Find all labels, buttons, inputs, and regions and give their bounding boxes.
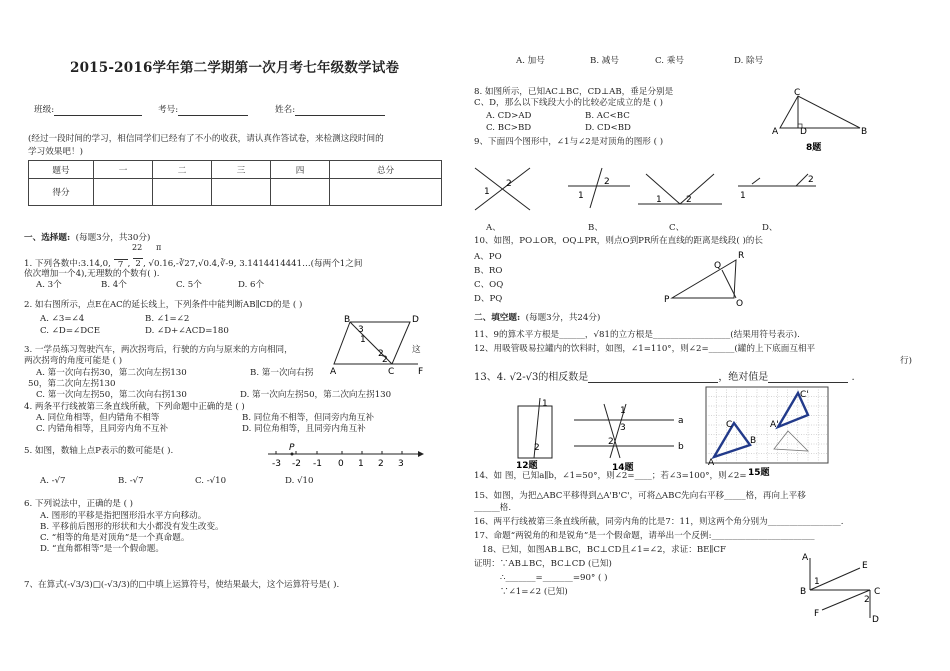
score-header: 题号 xyxy=(29,161,94,179)
q12-text-cont: 行) xyxy=(900,356,912,366)
q13-text: 13、4. √2-√3的相反数是 ，绝对值是 . xyxy=(474,372,855,383)
q15-text: 15、如图，为把△ABC平移得到△A'B'C'，可将△ABC先向右平移_____格，再向上平移 xyxy=(474,491,806,501)
q8-option-b[interactable]: B. AC<BC xyxy=(585,111,630,121)
q7-option-c[interactable]: C. 乘号 xyxy=(655,56,684,66)
q1-option-c[interactable]: C. 5个 xyxy=(176,280,202,290)
q10-figure xyxy=(662,252,762,312)
fig15-point-a: A xyxy=(708,458,715,468)
q5-option-d[interactable]: D. √10 xyxy=(285,476,314,486)
q10-option-a[interactable]: A、PO xyxy=(474,252,502,262)
name-label: 姓名: xyxy=(275,104,385,116)
q5-tick-label: -2 xyxy=(292,459,301,469)
q4-option-b[interactable]: B. 同位角不相等，但同旁内角互补 xyxy=(242,413,375,423)
q18-proof-1: 证明：∵AB⊥BC，BC⊥CD (已知) xyxy=(474,559,612,569)
q9-a-1: 1 xyxy=(484,187,490,197)
q8-point-a: A xyxy=(772,127,779,137)
q5-option-a[interactable]: A. -√7 xyxy=(40,476,66,486)
q10-option-b[interactable]: B、RO xyxy=(474,266,503,276)
q8-option-d[interactable]: D. CD<BD xyxy=(585,123,631,133)
q6-stem: 6. 下列说法中，正确的是 ( ) xyxy=(24,499,134,509)
page-title: 2015-2016学年第二学期第一次月考七年级数学试卷 xyxy=(70,60,400,76)
q5-tick-label: 2 xyxy=(378,459,384,469)
q5-tick-label: 3 xyxy=(398,459,404,469)
fig14-angle-2: 2 xyxy=(608,437,614,447)
q18-point-b: B xyxy=(800,587,807,597)
q2-point-f: F xyxy=(418,367,424,377)
q9-option-a[interactable]: A、 xyxy=(486,223,501,233)
q4-option-a[interactable]: A. 同位角相等，但内错角不相等 xyxy=(36,413,160,423)
fig14-line-b: b xyxy=(678,442,684,452)
q2-angle-1: 1 xyxy=(360,335,366,345)
score-header: 一 xyxy=(94,161,153,179)
q2-figure xyxy=(330,315,430,377)
q9-d-1: 1 xyxy=(740,191,746,201)
q18-point-c: C xyxy=(874,587,881,597)
q14-text: 14、如 图，已知a∥b，∠1=50°，则∠2=____；若∠3=100°，则∠2= xyxy=(474,471,747,481)
q18-point-d: D xyxy=(872,615,879,625)
fig15-point-c: C xyxy=(726,420,733,430)
q3-stem-2: 两次拐弯的角度可能是 ( ) xyxy=(24,356,123,366)
q5-tick-label: 0 xyxy=(338,459,344,469)
q1-option-d[interactable]: D. 6个 xyxy=(238,280,265,290)
q9-figure-c xyxy=(638,174,722,205)
q6-option-a[interactable]: A. 图形的平移是指把图形沿水平方向移动。 xyxy=(40,511,207,521)
score-header: 二 xyxy=(153,161,212,179)
intro-line-1: (经过一段时间的学习，相信同学们已经有了不小的收获，请认真作答试卷，来检测这段时间的 xyxy=(28,134,384,144)
q9-stem: 9、下面四个图形中，∠1与∠2是对顶角的图形 ( ) xyxy=(474,137,664,147)
q9-d-2: 2 xyxy=(808,175,814,185)
q2-point-d: D xyxy=(412,315,419,325)
q10-point-q: Q xyxy=(714,261,722,271)
fig15-label: 15题 xyxy=(748,468,770,478)
score-cell[interactable] xyxy=(94,179,153,206)
score-cell[interactable] xyxy=(212,179,271,206)
score-header: 总分 xyxy=(330,161,442,179)
fig12-angle-1: 1 xyxy=(542,399,548,409)
q2-option-d[interactable]: D. ∠D+∠ACD=180 xyxy=(145,326,229,336)
q3-option-d[interactable]: D. 第一次向左拐50，第二次向左拐130 xyxy=(240,390,392,400)
section-1-heading: 一、选择题: (每题3分，共30分) xyxy=(24,233,151,243)
q3-option-a[interactable]: A. 第一次向右拐30，第二次向左拐130 xyxy=(36,368,187,378)
q9-b-1: 1 xyxy=(578,191,584,201)
q10-stem: 10、如图，PO⊥OR，OQ⊥PR，则点O到PR所在直线的距离是线段( )的长 xyxy=(474,236,763,246)
fig-14 xyxy=(570,400,684,473)
q18-stem: 18、已知，如图AB⊥BC，BC⊥CD且∠1=∠2，求证：BE∥CF xyxy=(482,545,726,555)
q6-option-c[interactable]: C. “相等的角是对顶角”是一个真命题。 xyxy=(40,533,190,543)
q9-option-c[interactable]: C、 xyxy=(669,223,685,233)
q7-option-b[interactable]: B. 减号 xyxy=(590,56,619,66)
score-table xyxy=(28,160,442,206)
q8-point-b: B xyxy=(861,127,868,137)
q9-option-d[interactable]: D、 xyxy=(762,223,778,233)
q2-option-a[interactable]: A. ∠3=∠4 xyxy=(40,314,85,324)
q9-c-1: 1 xyxy=(656,195,662,205)
q18-proof-2: ∴_______=_______=90° ( ) xyxy=(500,573,608,583)
q2-point-a: A xyxy=(330,367,337,377)
q7-stem: 7、在算式(-√3/3)□(-√3/3)的□中填上运算符号，使结果最大，这个运算符号是( ). xyxy=(24,580,340,590)
q9-c-2: 2 xyxy=(686,195,692,205)
q18-point-a: A xyxy=(802,553,809,563)
q5-option-c[interactable]: C. -√10 xyxy=(195,476,227,486)
q8-stem-1: 8. 如图所示，已知AC⊥BC，CD⊥AB，垂足分别是 xyxy=(474,87,674,97)
q8-option-c[interactable]: C. BC>BD xyxy=(486,123,532,133)
q10-point-p: P xyxy=(664,295,670,305)
score-header: 四 xyxy=(271,161,330,179)
q1-frac-den: 7 xyxy=(114,259,128,271)
q18-angle-1: 1 xyxy=(814,577,820,587)
q1-line-2: 依次增加一个4),无理数的个数有( ). xyxy=(24,269,160,279)
q8-stem-2: C、D，那么以下线段大小的比较必定成立的是 ( ) xyxy=(474,98,663,108)
q1-option-a[interactable]: A. 3个 xyxy=(36,280,62,290)
q1-pi-den: 2 xyxy=(133,258,143,270)
fig14-angle-1: 1 xyxy=(620,406,626,416)
q7-term-2: -√3/3 xyxy=(104,580,127,590)
fig-15 xyxy=(706,387,836,477)
q4-option-c[interactable]: C. 内错角相等，且同旁内角不互补 xyxy=(36,424,169,434)
q4-stem: 4. 两条平行线被第三条直线所截，下列命题中正确的是 ( ) xyxy=(24,402,245,412)
q9-figure-d xyxy=(738,174,816,201)
class-label: 班级: xyxy=(34,104,142,116)
q8-option-a[interactable]: A. CD>AD xyxy=(486,111,532,121)
q2-stem: 2. 如右图所示，点E在AC的延长线上，下列条件中能判断AB∥CD的是 ( ) xyxy=(24,300,303,310)
q7-option-a[interactable]: A. 加号 xyxy=(516,56,545,66)
q12-text: 12、用吸管吸易拉罐内的饮料时，如图，∠1=110°，则∠2=______(罐的上下底面互相平 xyxy=(474,344,816,354)
q8-fig-label: 8题 xyxy=(806,143,822,153)
fig14-angle-3: 3 xyxy=(620,423,626,433)
fig-12 xyxy=(512,398,562,471)
fig15-point-c-prime: C' xyxy=(800,390,809,400)
q5-tick-label: 1 xyxy=(358,459,364,469)
q8-point-c: C xyxy=(794,88,801,98)
q2-angle-3: 3 xyxy=(358,325,364,335)
q18-point-f: F xyxy=(814,609,820,619)
q10-option-d[interactable]: D、PQ xyxy=(474,294,503,304)
q5-option-b[interactable]: B. -√7 xyxy=(118,476,144,486)
fig12-label: 12题 xyxy=(516,461,538,471)
q1-option-b[interactable]: B. 4个 xyxy=(101,280,127,290)
q3-right: 这 xyxy=(412,345,421,355)
fig15-point-a-prime: A' xyxy=(770,420,779,430)
fig14-label: 14题 xyxy=(612,463,634,473)
exam-no-label: 考号: xyxy=(158,104,248,116)
q18-angle-2: 2 xyxy=(864,595,870,605)
q2-point-c: C xyxy=(388,367,395,377)
score-cell[interactable] xyxy=(330,179,442,206)
q3-option-b-cont[interactable]: 50，第二次向左拐130 xyxy=(28,379,116,389)
q18-figure xyxy=(800,554,910,624)
q15-text-cont: ______格. xyxy=(474,503,512,513)
q17-text: 17、命题“两锐角的和是锐角”是一个假命题，请举出一个反例:________________________ xyxy=(474,531,815,541)
q3-stem-1: 3. 一学员练习驾驶汽车，两次拐弯后，行驶的方向与原来的方向相同， xyxy=(24,345,293,355)
q16-text: 16、两平行线被第三条直线所截，同旁内角的比是7：11，则这两个角分别为_________________. xyxy=(474,517,844,527)
q2-option-b[interactable]: B. ∠1=∠2 xyxy=(145,314,190,324)
q3-option-b[interactable]: B. 第一次向右拐 xyxy=(250,368,314,378)
q8-figure xyxy=(772,88,876,153)
score-row-label: 得分 xyxy=(29,179,94,206)
q5-point-p: P xyxy=(289,443,295,453)
q6-option-d[interactable]: D. “直角都相等”是一个假命题。 xyxy=(40,544,164,554)
q9-figures xyxy=(470,160,830,220)
intro-line-2: 学习效果吧！) xyxy=(28,147,83,157)
q2-angle-4: 2 xyxy=(378,349,384,359)
q3-option-c[interactable]: C. 第一次向左拐50，第二次向右拐130 xyxy=(36,390,187,400)
q7-term-1: -√3/3 xyxy=(67,580,90,590)
q1-pi: π xyxy=(156,243,162,252)
q18-point-e: E xyxy=(862,561,868,571)
q9-b-2: 2 xyxy=(604,177,610,187)
score-header: 三 xyxy=(212,161,271,179)
q18-proof-3: ∵∠1=∠2 (已知) xyxy=(500,587,568,597)
q5-tick-label: -3 xyxy=(272,459,281,469)
q9-figure-b xyxy=(568,168,630,208)
q2-angle-2: 2 xyxy=(382,355,388,365)
q9-a-2: 2 xyxy=(506,179,512,189)
q1-line-1: 1. 下列各数中:3.14,0, 7 , 2 , √0.16,-∛27,√0.4,∛-9, 3.1414414441…(每两个1之间 xyxy=(24,259,363,270)
q11-text: 11、9的算术平方根是______，√81的立方根是__________________(结果用符号表示). xyxy=(474,330,800,340)
fig15-point-b: B xyxy=(750,436,757,446)
q6-option-b[interactable]: B. 平移前后图形的形状和大小都没有发生改变。 xyxy=(40,522,224,532)
fig12-angle-2: 2 xyxy=(534,443,540,453)
q10-point-r: R xyxy=(738,251,745,261)
q9-option-b[interactable]: B、 xyxy=(588,223,603,233)
q9-figure-a xyxy=(475,168,530,210)
score-cell[interactable] xyxy=(271,179,330,206)
q10-option-c[interactable]: C、OQ xyxy=(474,280,504,290)
q7-option-d[interactable]: D. 除号 xyxy=(734,56,764,66)
q1-frac-num: 22 xyxy=(132,243,143,252)
q5-stem: 5. 如图，数轴上点P表示的数可能是( ). xyxy=(24,446,174,456)
q10-point-o: O xyxy=(736,299,744,309)
q5-number-line xyxy=(268,442,428,472)
section-2-heading: 二、填空题: (每题3分，共24分) xyxy=(474,313,601,323)
q5-tick-label: -1 xyxy=(313,459,322,469)
q4-option-d[interactable]: D. 同位角相等，且同旁内角互补 xyxy=(242,424,366,434)
score-cell[interactable] xyxy=(153,179,212,206)
fig14-line-a: a xyxy=(678,416,684,426)
q8-point-d: D xyxy=(800,127,807,137)
q2-option-c[interactable]: C. ∠D=∠DCE xyxy=(40,326,100,336)
q2-point-b: B xyxy=(344,315,351,325)
